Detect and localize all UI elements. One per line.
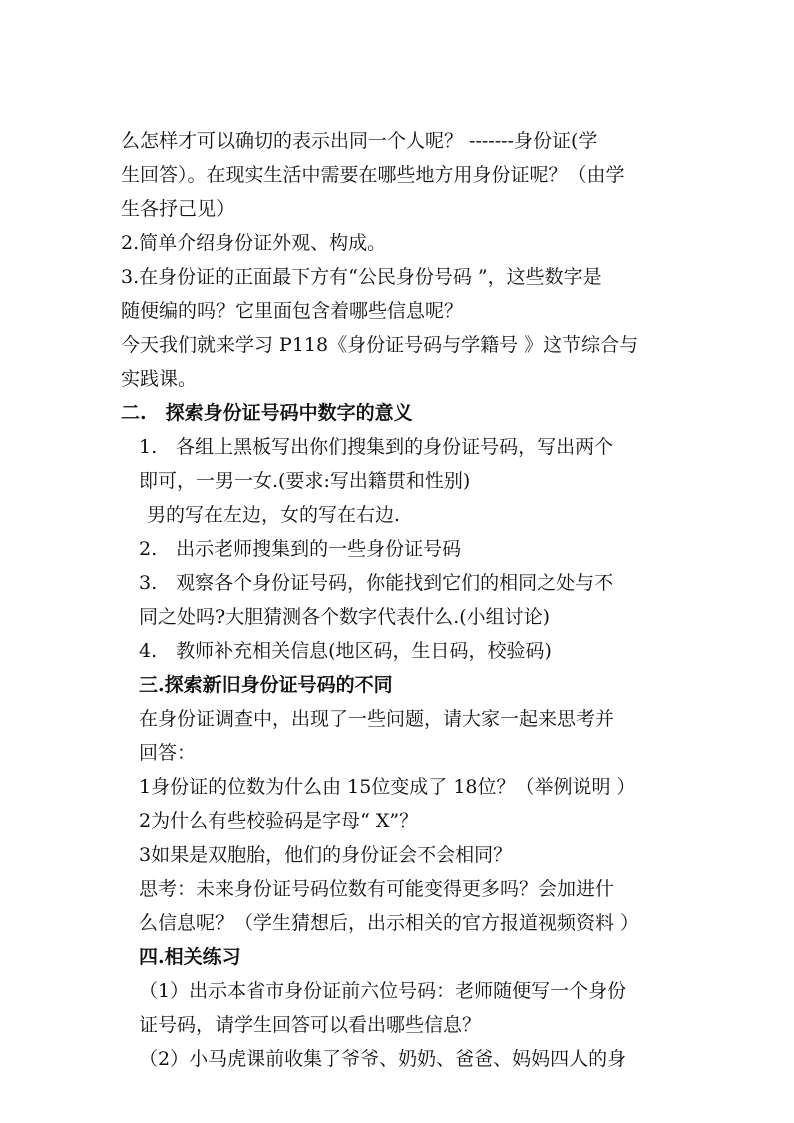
text-line: 么信息呢？（学生猜想后，出示相关的官方报道视频资料 ） [139,912,640,934]
text-line: 在身份证调查中，出现了一些问题，请大家一起来思考并 [139,708,615,730]
text-line: 男的写在左边，女的写在右边. [147,504,401,526]
text-line: 生各抒己见） [121,198,236,220]
section-heading: 二. 探索身份证号码中数字的意义 [121,402,413,424]
section-heading: 三.探索新旧身份证号码的不同 [139,674,393,696]
list-item: 3如果是双胞胎，他们的身份证会不会相同？ [139,844,513,866]
text-line: 么怎样才可以确切的表示出同一个人呢？ -------身份证(学 [121,130,598,152]
text-line: 同之处吗?大胆猜测各个数字代表什么.(小组讨论) [139,606,551,628]
list-item: （1）出示本省市身份证前六位号码：老师随便写一个身份 [139,980,627,1002]
text-line: 2.简单介绍身份证外观、构成。 [121,232,387,254]
text-line: 生回答）。在现实生活中需要在哪些地方用身份证呢？（由学 [121,164,625,186]
list-item: 2. 出示老师搜集到的一些身份证号码 [139,538,462,560]
list-item: （2）小马虎课前收集了爷爷、奶奶、爸爸、妈妈四人的身 [139,1048,627,1070]
text-line: 即可，一男一女.(要求:写出籍贯和性别) [139,470,471,492]
list-item: 2为什么有些校验码是字母“ X”？ [139,810,419,832]
text-line: 今天我们就来学习 P118《身份证号码与学籍号 》这节综合与 [121,334,639,356]
text-line: 证号码，请学生回答可以看出哪些信息？ [139,1014,482,1036]
text-line: 思考：未来身份证号码位数有可能变得更多吗？会加进什 [139,878,615,900]
list-item: 3. 观察各个身份证号码，你能找到它们的相同之处与不 [139,572,614,594]
text-line: 3.在身份证的正面最下方有“公民身份号码 ”，这些数字是 [121,266,602,288]
list-item: 4. 教师补充相关信息(地区码，生日码，校验码) [139,640,552,662]
text-line: 实践课。 [121,368,198,390]
section-heading: 四.相关练习 [139,946,241,968]
text-line: 随便编的吗？它里面包含着哪些信息呢？ [121,300,464,322]
list-item: 1. 各组上黑板写出你们搜集到的身份证号码，写出两个 [139,436,614,458]
list-item: 1身份证的位数为什么由 15位变成了 18位？（举例说明 ） [139,776,636,798]
text-line: 回答： [139,742,197,764]
